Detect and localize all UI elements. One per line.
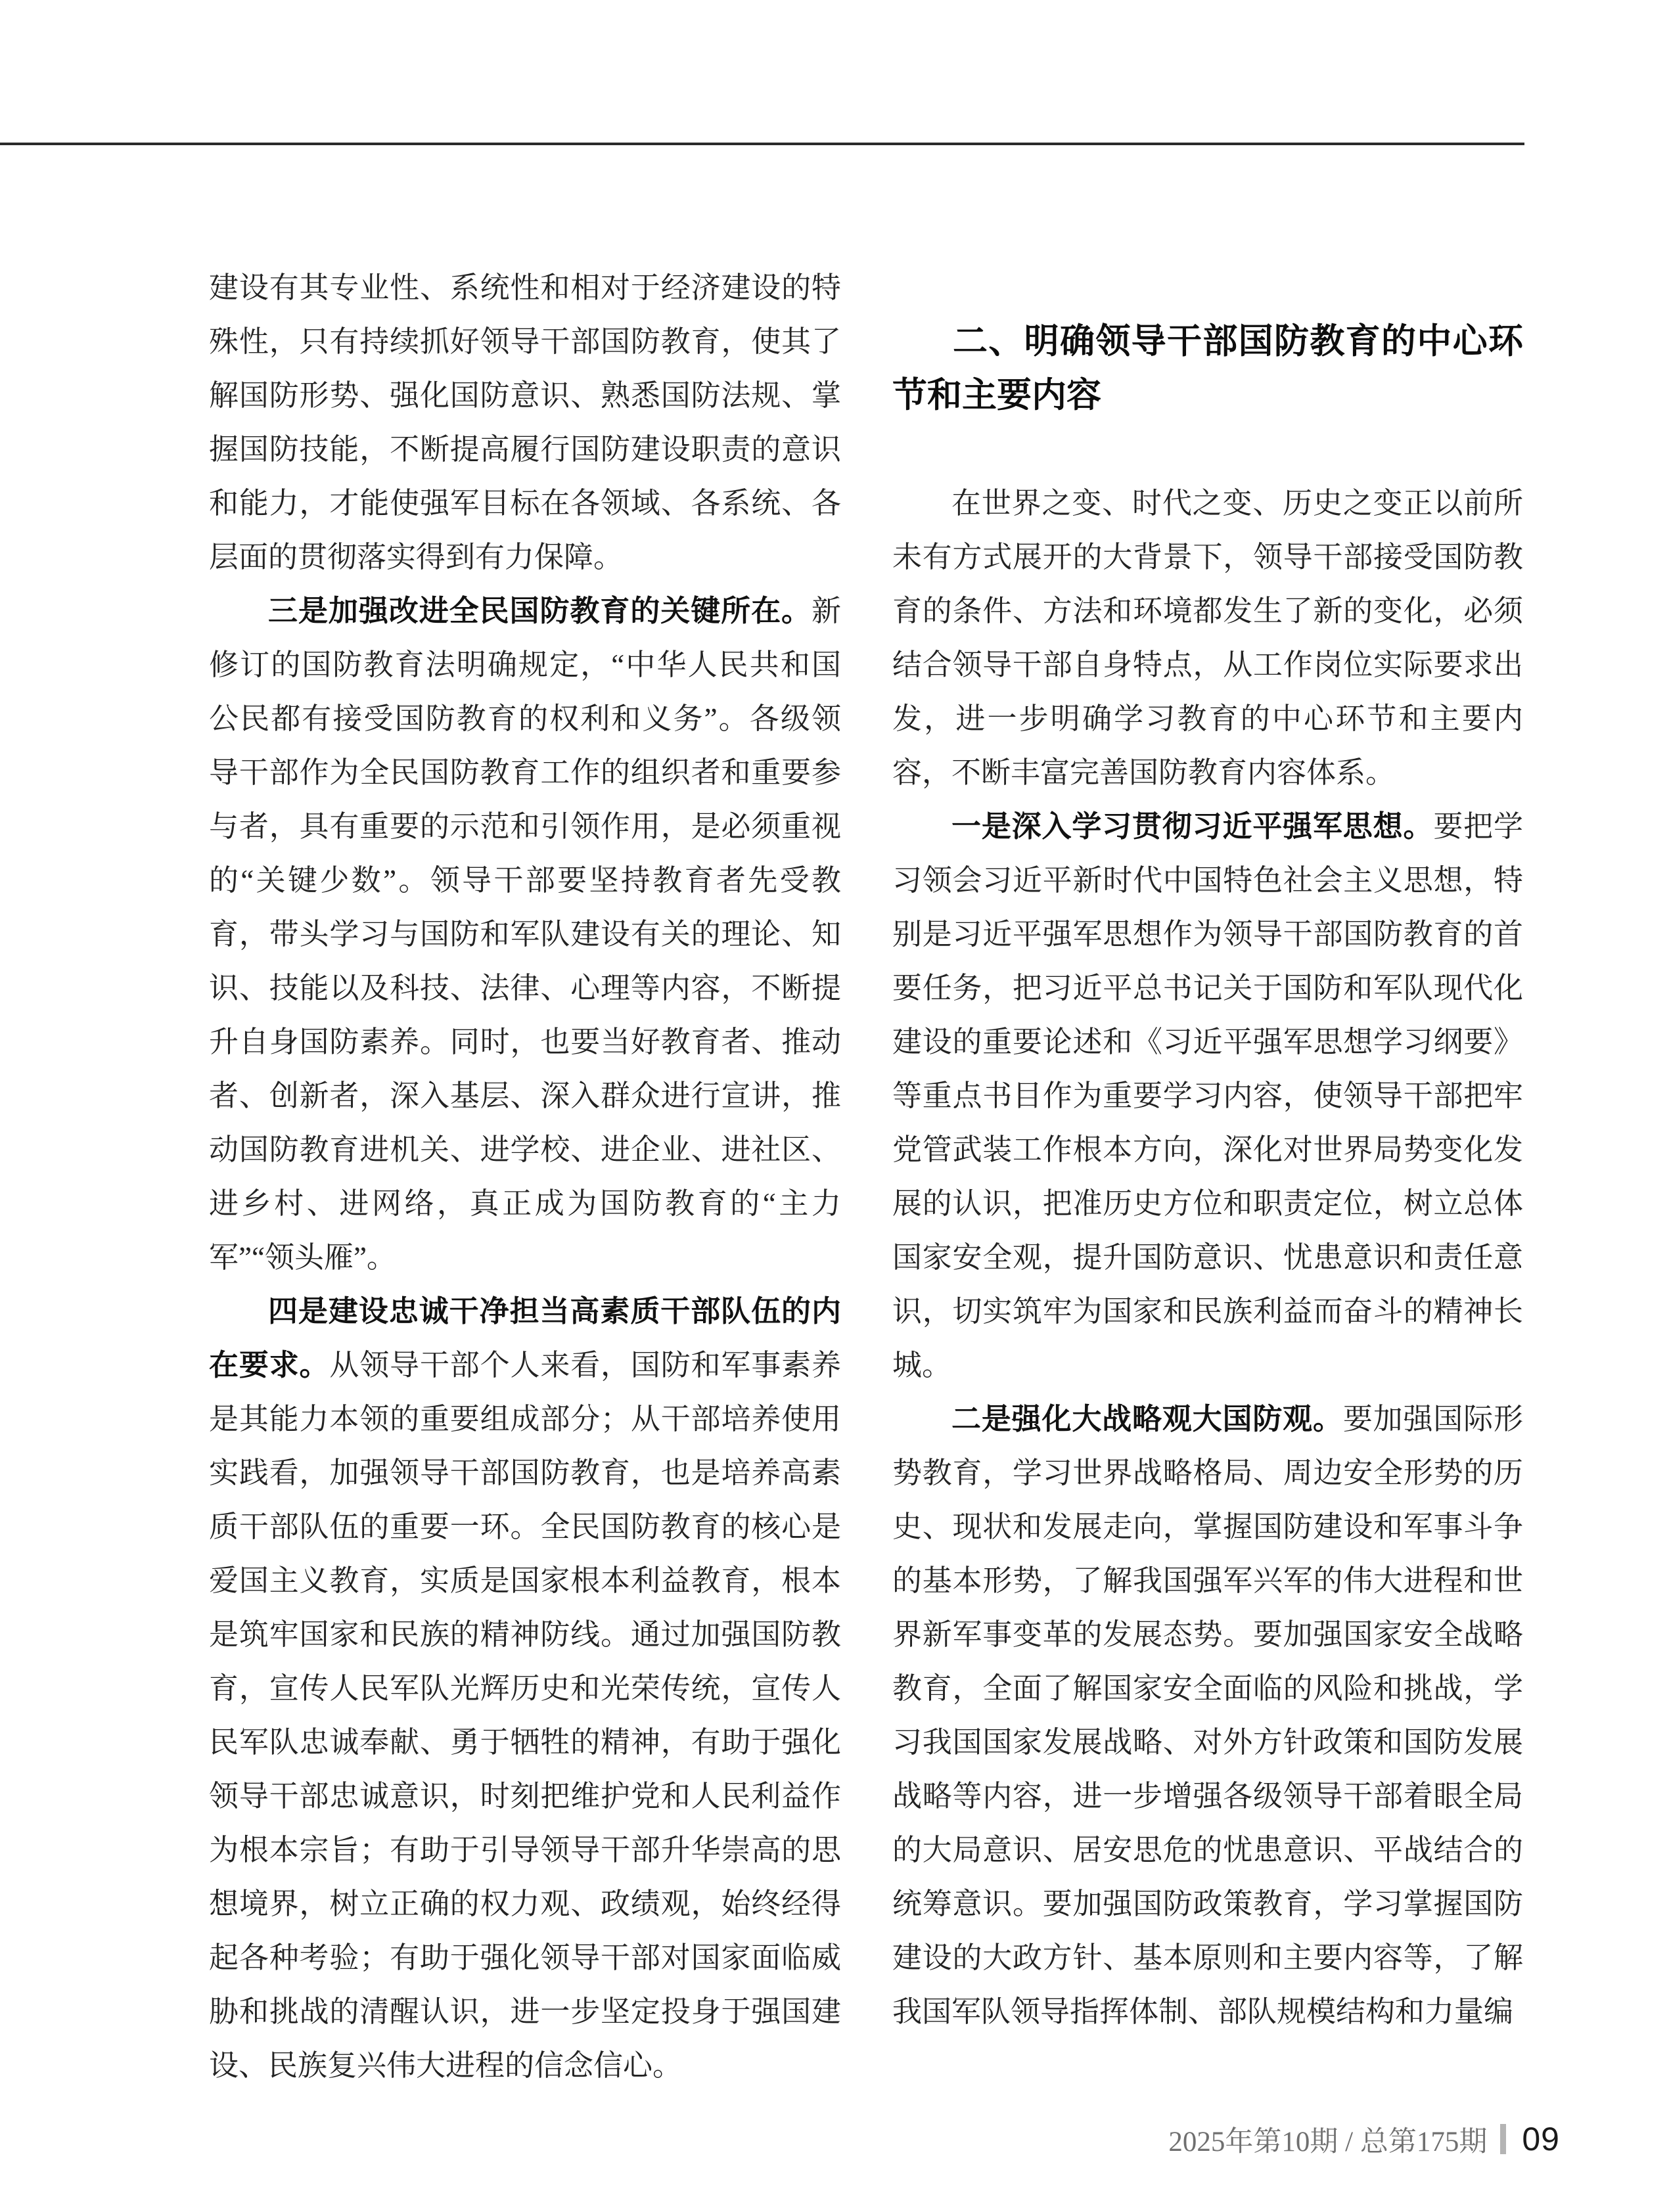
paragraph-text: 要加强国际形势教育，学习世界战略格局、周边安全形势的历史、现状和发展走向，掌握国防建设和军事斗争的基本形势，了解我国强军兴军的伟大进程和世界新军事变革的发展态势。要加强国家安全战略教育，全面了解国家安全面临的风险和挑战，学习我国国家发展战略、对外方针政策和国防发展战略等内容，进一步增强各级领导干部着眼全局的大局意识、居安思危的忧患意识、平战结合的统筹意识。要加强国防政策教育，学习掌握国防建设的大政方针、基本原则和主要内容等，了解我国军队领导指挥体制、部队规模结构和力量编: [892, 1403, 1523, 2028]
paragraph-text: 从领导干部个人来看，国防和军事素养是其能力本领的重要组成部分；从干部培养使用实践看，加强领导干部国防教育，也是培养高素质干部队伍的重要一环。全民国防教育的核心是爱国主义教育，实质是国家根本利益教育，根本是筑牢国家和民族的精神防线。通过加强国防教育，宣传人民军队光辉历史和光荣传统，宣传人民军队忠诚奉献、勇于牺牲的精神，有助于强化领导干部忠诚意识，时刻把维护党和人民利益作为根本宗旨；有助于引导领导干部升华崇高的思想境界，树立正确的权力观、政绩观，始终经得起各种考验；有助于强化领导干部对国家面临威胁和挑战的清醒认识，进一步坚定投身于强国建设、民族复兴伟大进程的信念信心。: [209, 1349, 841, 2082]
paragraph: [892, 1392, 1523, 2039]
paragraph: [209, 261, 841, 584]
footer-divider-bar: [1500, 2124, 1506, 2154]
paragraph: [892, 476, 1523, 800]
header-rule: [0, 143, 1524, 145]
paragraph-lead: 四是建设忠诚干净担当高素质干部队伍的内在要求。: [209, 1294, 841, 1382]
footer-page-number: 09: [1522, 2121, 1560, 2157]
paragraph-text: 要把学习领会习近平新时代中国特色社会主义思想，特别是习近平强军思想作为领导干部国防教育的首要任务，把习近平总书记关于国防和军队现代化建设的重要论述和《习近平强军思想学习纲要》等重点书目作为重要学习内容，使领导干部把牢党管武装工作根本方向，深化对世界局势变化发展的认识，把准历史方位和职责定位，树立总体国家安全观，提升国防意识、忧患意识和责任意识，切实筑牢为国家和民族利益而奋斗的精神长城。: [892, 810, 1523, 1382]
paragraph-lead: 三是加强改进全民国防教育的关键所在。: [268, 594, 812, 627]
page-footer: [854, 2121, 1560, 2157]
paragraph: [209, 1284, 841, 2092]
paragraph-lead: 一是深入学习贯彻习近平强军思想。: [951, 809, 1434, 843]
paragraph-text: 建设有其专业性、系统性和相对于经济建设的特殊性，只有持续抓好领导干部国防教育，使其了解国防形势、强化国防意识、熟悉国防法规、掌握国防技能，不断提高履行国防建设职责的意识和能力，才能使强军目标在各领域、各系统、各层面的贯彻落实得到有力保障。: [209, 271, 841, 574]
paragraph-text: 新修订的国防教育法明确规定，“中华人民共和国公民都有接受国防教育的权利和义务”。各级领导干部作为全民国防教育工作的组织者和重要参与者，具有重要的示范和引领作用，是必须重视的“关键少数”。领导干部要坚持教育者先受教育，带头学习与国防和军队建设有关的理论、知识、技能以及科技、法律、心理等内容，不断提升自身国防素养。同时，也要当好教育者、推动者、创新者，深入基层、深入群众进行宣讲，推动国防教育进机关、进学校、进企业、进社区、进乡村、进网络，真正成为国防教育的“主力军”“领头雁”。: [209, 595, 841, 1274]
left-column: [209, 261, 841, 2092]
paragraph-lead: 二是强化大战略观大国防观。: [951, 1402, 1343, 1435]
right-column: [892, 261, 1523, 2039]
paragraph: [209, 584, 841, 1284]
section-heading: 二、明确领导干部国防教育的中心环节和主要内容: [892, 322, 1523, 415]
paragraph: [892, 800, 1523, 1392]
footer-issue-info: 2025年第10期 / 总第175期: [1168, 2126, 1488, 2157]
paragraph-text: 在世界之变、时代之变、历史之变正以前所未有方式展开的大背景下，领导干部接受国防教育的条件、方法和环境都发生了新的变化，必须结合领导干部自身特点，从工作岗位实际要求出发，进一步明确学习教育的中心环节和主要内容，不断丰富完善国防教育内容体系。: [892, 487, 1523, 789]
